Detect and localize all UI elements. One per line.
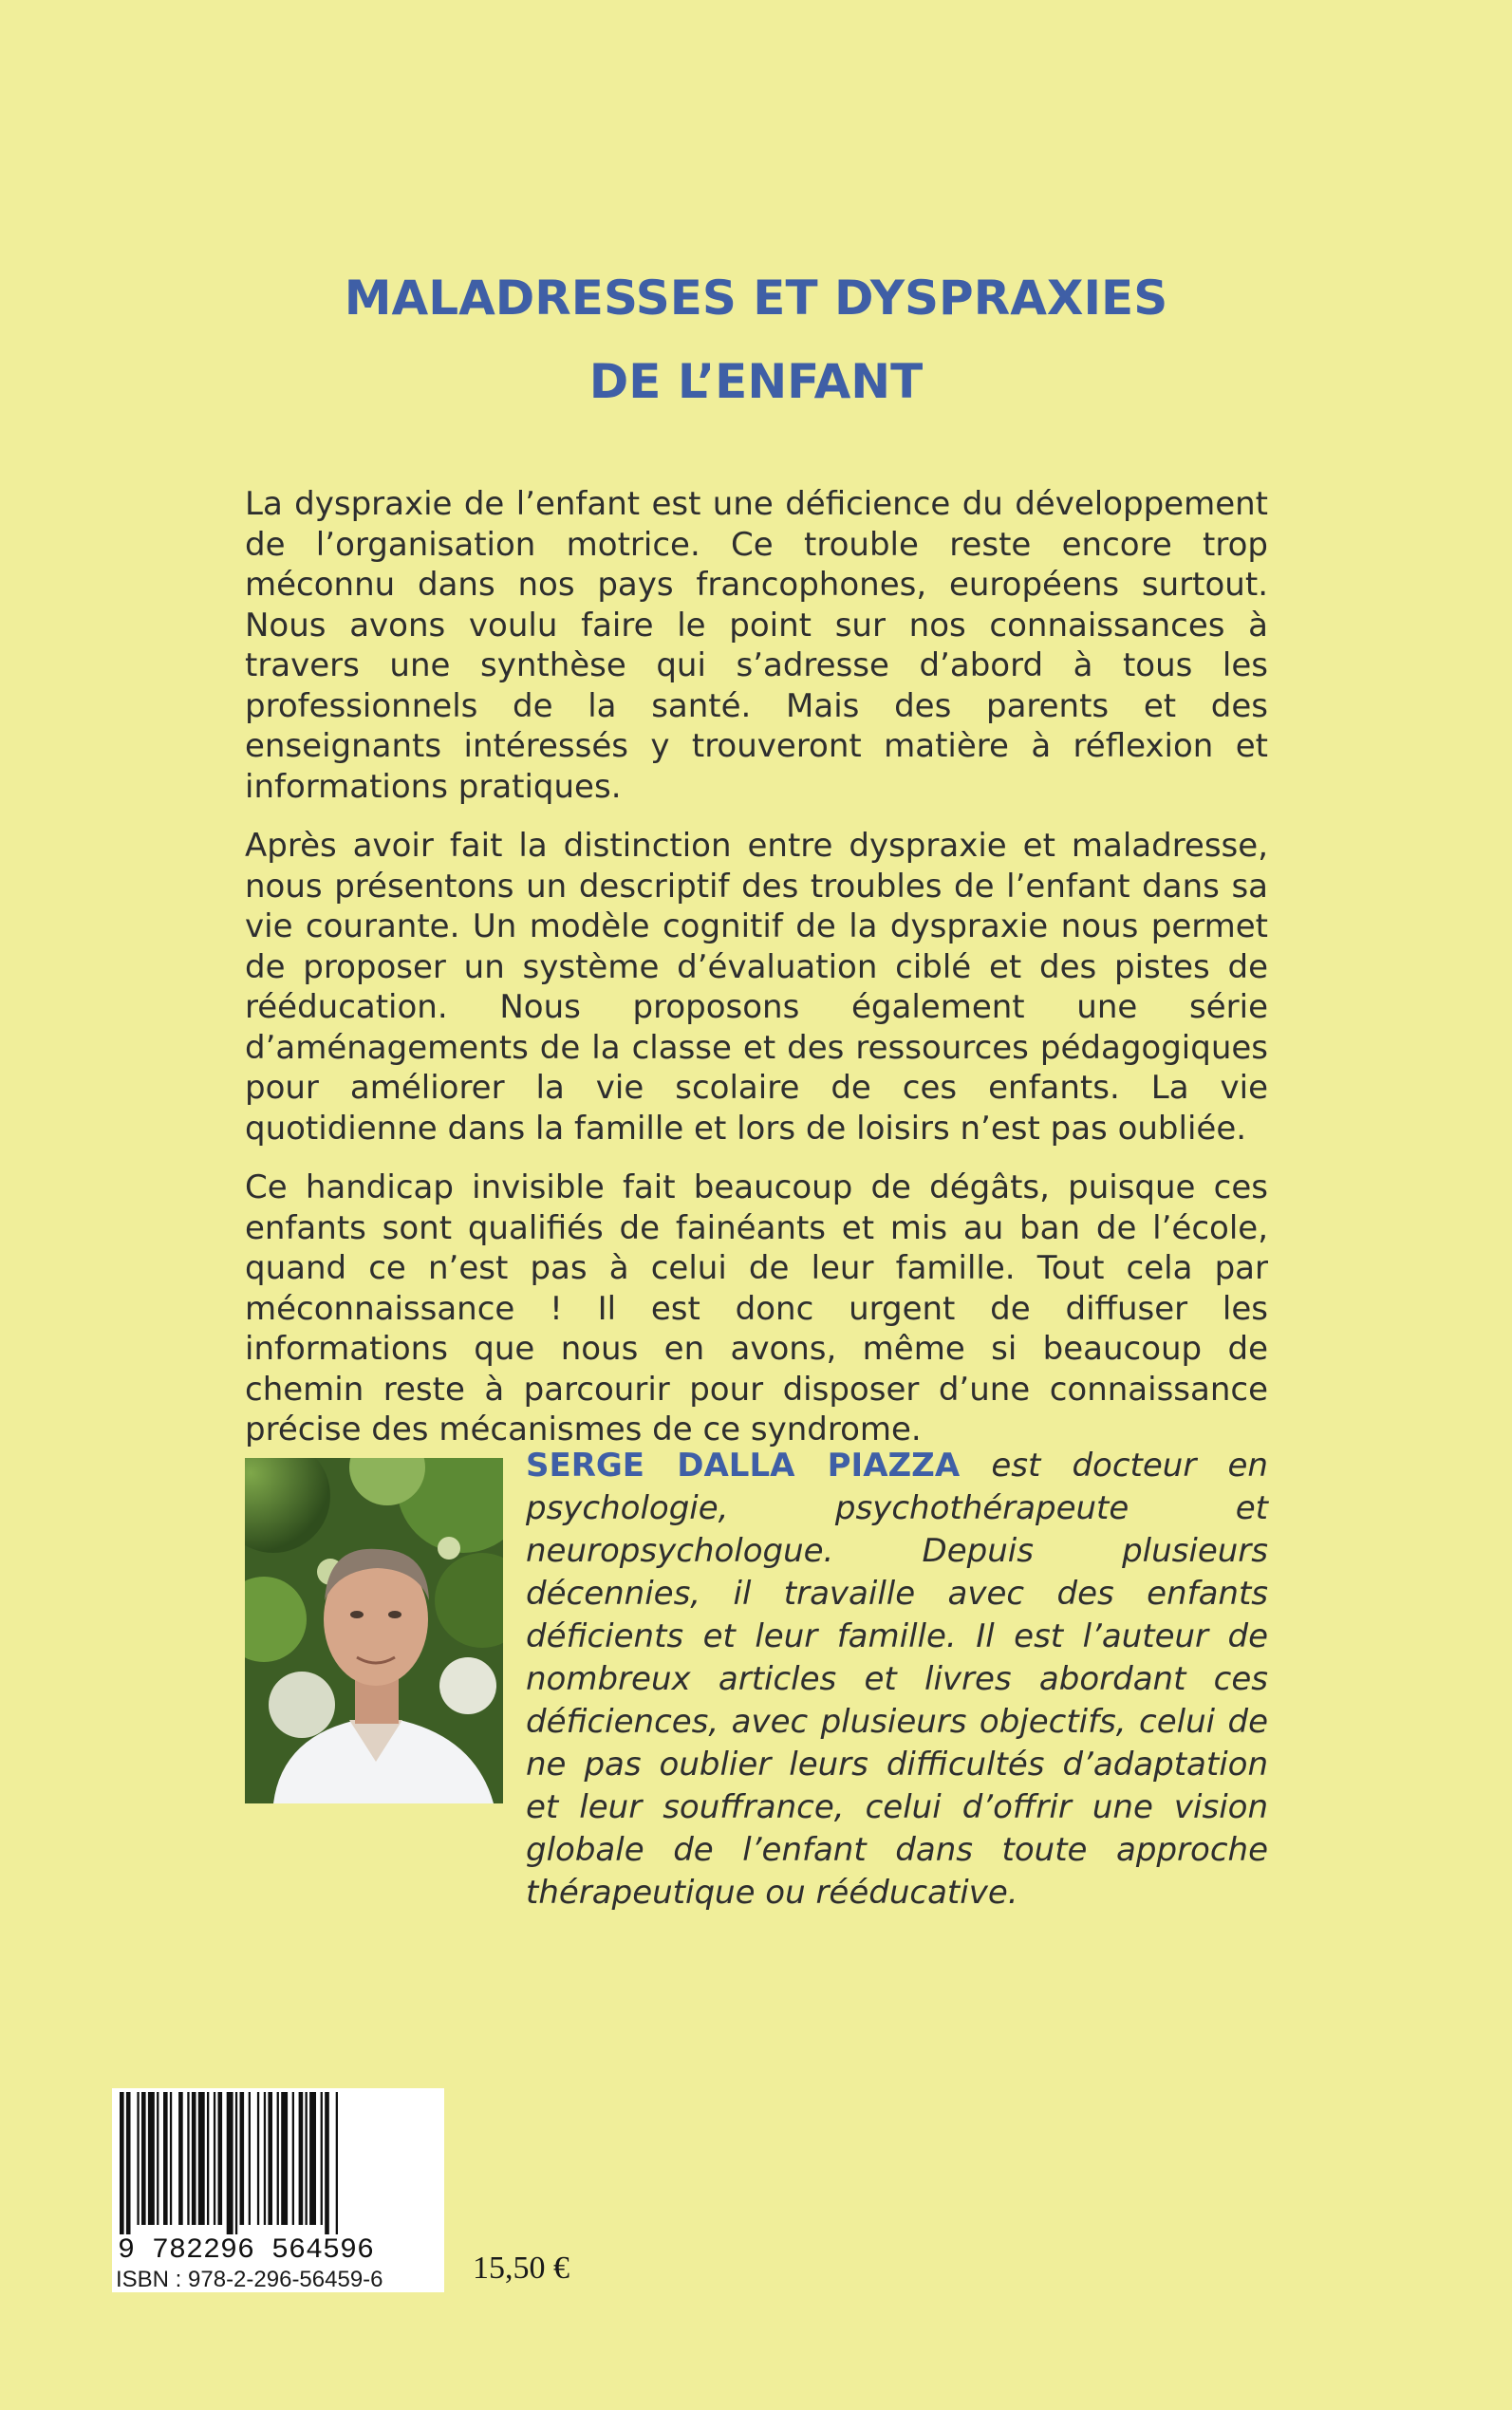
barcode-bar (170, 2092, 172, 2225)
isbn-number: ISBN : 978-2-296-56459-6 (116, 2267, 383, 2292)
title-line-1: MALADRESSES ET DYSPRAXIES (344, 271, 1168, 326)
summary-paragraph-2: Après avoir fait la distinction entre dyspraxie et maladresse, nous présentons un descriptif des troubles de l’enfant dans sa vie courante. Un modèle cognitif de la dyspraxie nous permet de proposer un système d’évaluation ciblé et des pistes de rééducation. Nous proposons également une série d’aménagements de la classe et des ressources pédagogiques pour améliorer la vie scolaire de ces enfants. La vie quotidienne dans la famille et lors de loisirs n’est pas oubliée. (245, 827, 1268, 1148)
book-title (0, 256, 1512, 423)
barcode-digits: 9 782296 564596 (118, 2234, 375, 2264)
barcode-bar (249, 2092, 251, 2225)
title-line-2: DE L’ENFANT (588, 354, 924, 409)
barcode-bar (292, 2092, 294, 2225)
barcode-bar (157, 2092, 159, 2225)
barcode-bar (137, 2092, 139, 2225)
barcode-bar (268, 2092, 272, 2225)
summary-paragraph-1: La dyspraxie de l’enfant est une déficience du développement de l’organisation motrice. Ce trouble reste encore trop méconnu dans nos pays francophones, européens surtout. Nous avons voulu faire le point sur nos connaissances à travers une synthèse qui s’adresse d’abord à tous les professionnels de la santé. Mais des parents et des enseignants intéressés y trouveront matière à réflexion et informations pratiques. (245, 485, 1268, 806)
barcode-bar (198, 2092, 205, 2225)
barcode-bar (257, 2092, 259, 2225)
barcode-bar (214, 2092, 215, 2225)
author-photo (245, 1458, 503, 1803)
barcode-bar (309, 2092, 316, 2225)
author-bio (526, 1445, 1268, 1915)
author-name: SERGE DALLA PIAZZA (526, 1447, 961, 1485)
author-bio-text: est docteur en psychologie, psychothérapeute et neuropsychologue. Depuis plusieurs décennies, il travaille avec des enfants déficients et leur famille. Il est l’auteur de nombreux articles et livres abordant ces déficiences, avec plusieurs objectifs, celui de ne pas oublier leurs difficultés d’adaptation et leur souffrance, celui d’offrir une vision globale de l’enfant dans toute approche thérapeutique ou rééducative. (526, 1447, 1268, 1912)
barcode-bar (227, 2092, 233, 2234)
barcode-bar (321, 2092, 323, 2225)
barcode-bar (336, 2092, 338, 2234)
barcode-bar (148, 2092, 155, 2225)
barcode-bar (141, 2092, 146, 2225)
barcode-bar (264, 2092, 266, 2225)
isbn-barcode (112, 2088, 444, 2292)
barcode-bar (277, 2092, 279, 2225)
summary-paragraph-3: Ce handicap invisible fait beaucoup de dégâts, puisque ces enfants sont qualifiés de fainéants et mis au ban de l’école, quand ce n’est pas à celui de leur famille. Tout cela par méconnaissance ! Il est donc urgent de diffuser les informations que nous en avons, même si beaucoup de chemin reste à parcourir pour disposer d’une connaissance précise des mécanismes de ce syndrome. (245, 1168, 1268, 1448)
barcode-bar (163, 2092, 168, 2225)
barcode-bar (126, 2092, 131, 2234)
barcode-bar (281, 2092, 288, 2225)
barcode-bar (192, 2092, 196, 2225)
back-cover-summary (245, 484, 1268, 1469)
barcode-bar (218, 2092, 223, 2225)
barcode-bar (299, 2092, 304, 2225)
barcode-bar (306, 2092, 308, 2225)
barcode-bar (240, 2092, 245, 2225)
barcode-bar (187, 2092, 189, 2225)
price: 15,50 € (473, 2251, 569, 2286)
barcode-bar (207, 2092, 209, 2225)
barcode-bar (178, 2092, 183, 2225)
barcode-bar (235, 2092, 237, 2234)
barcode-bar (325, 2092, 329, 2234)
barcode-bar (120, 2092, 124, 2234)
